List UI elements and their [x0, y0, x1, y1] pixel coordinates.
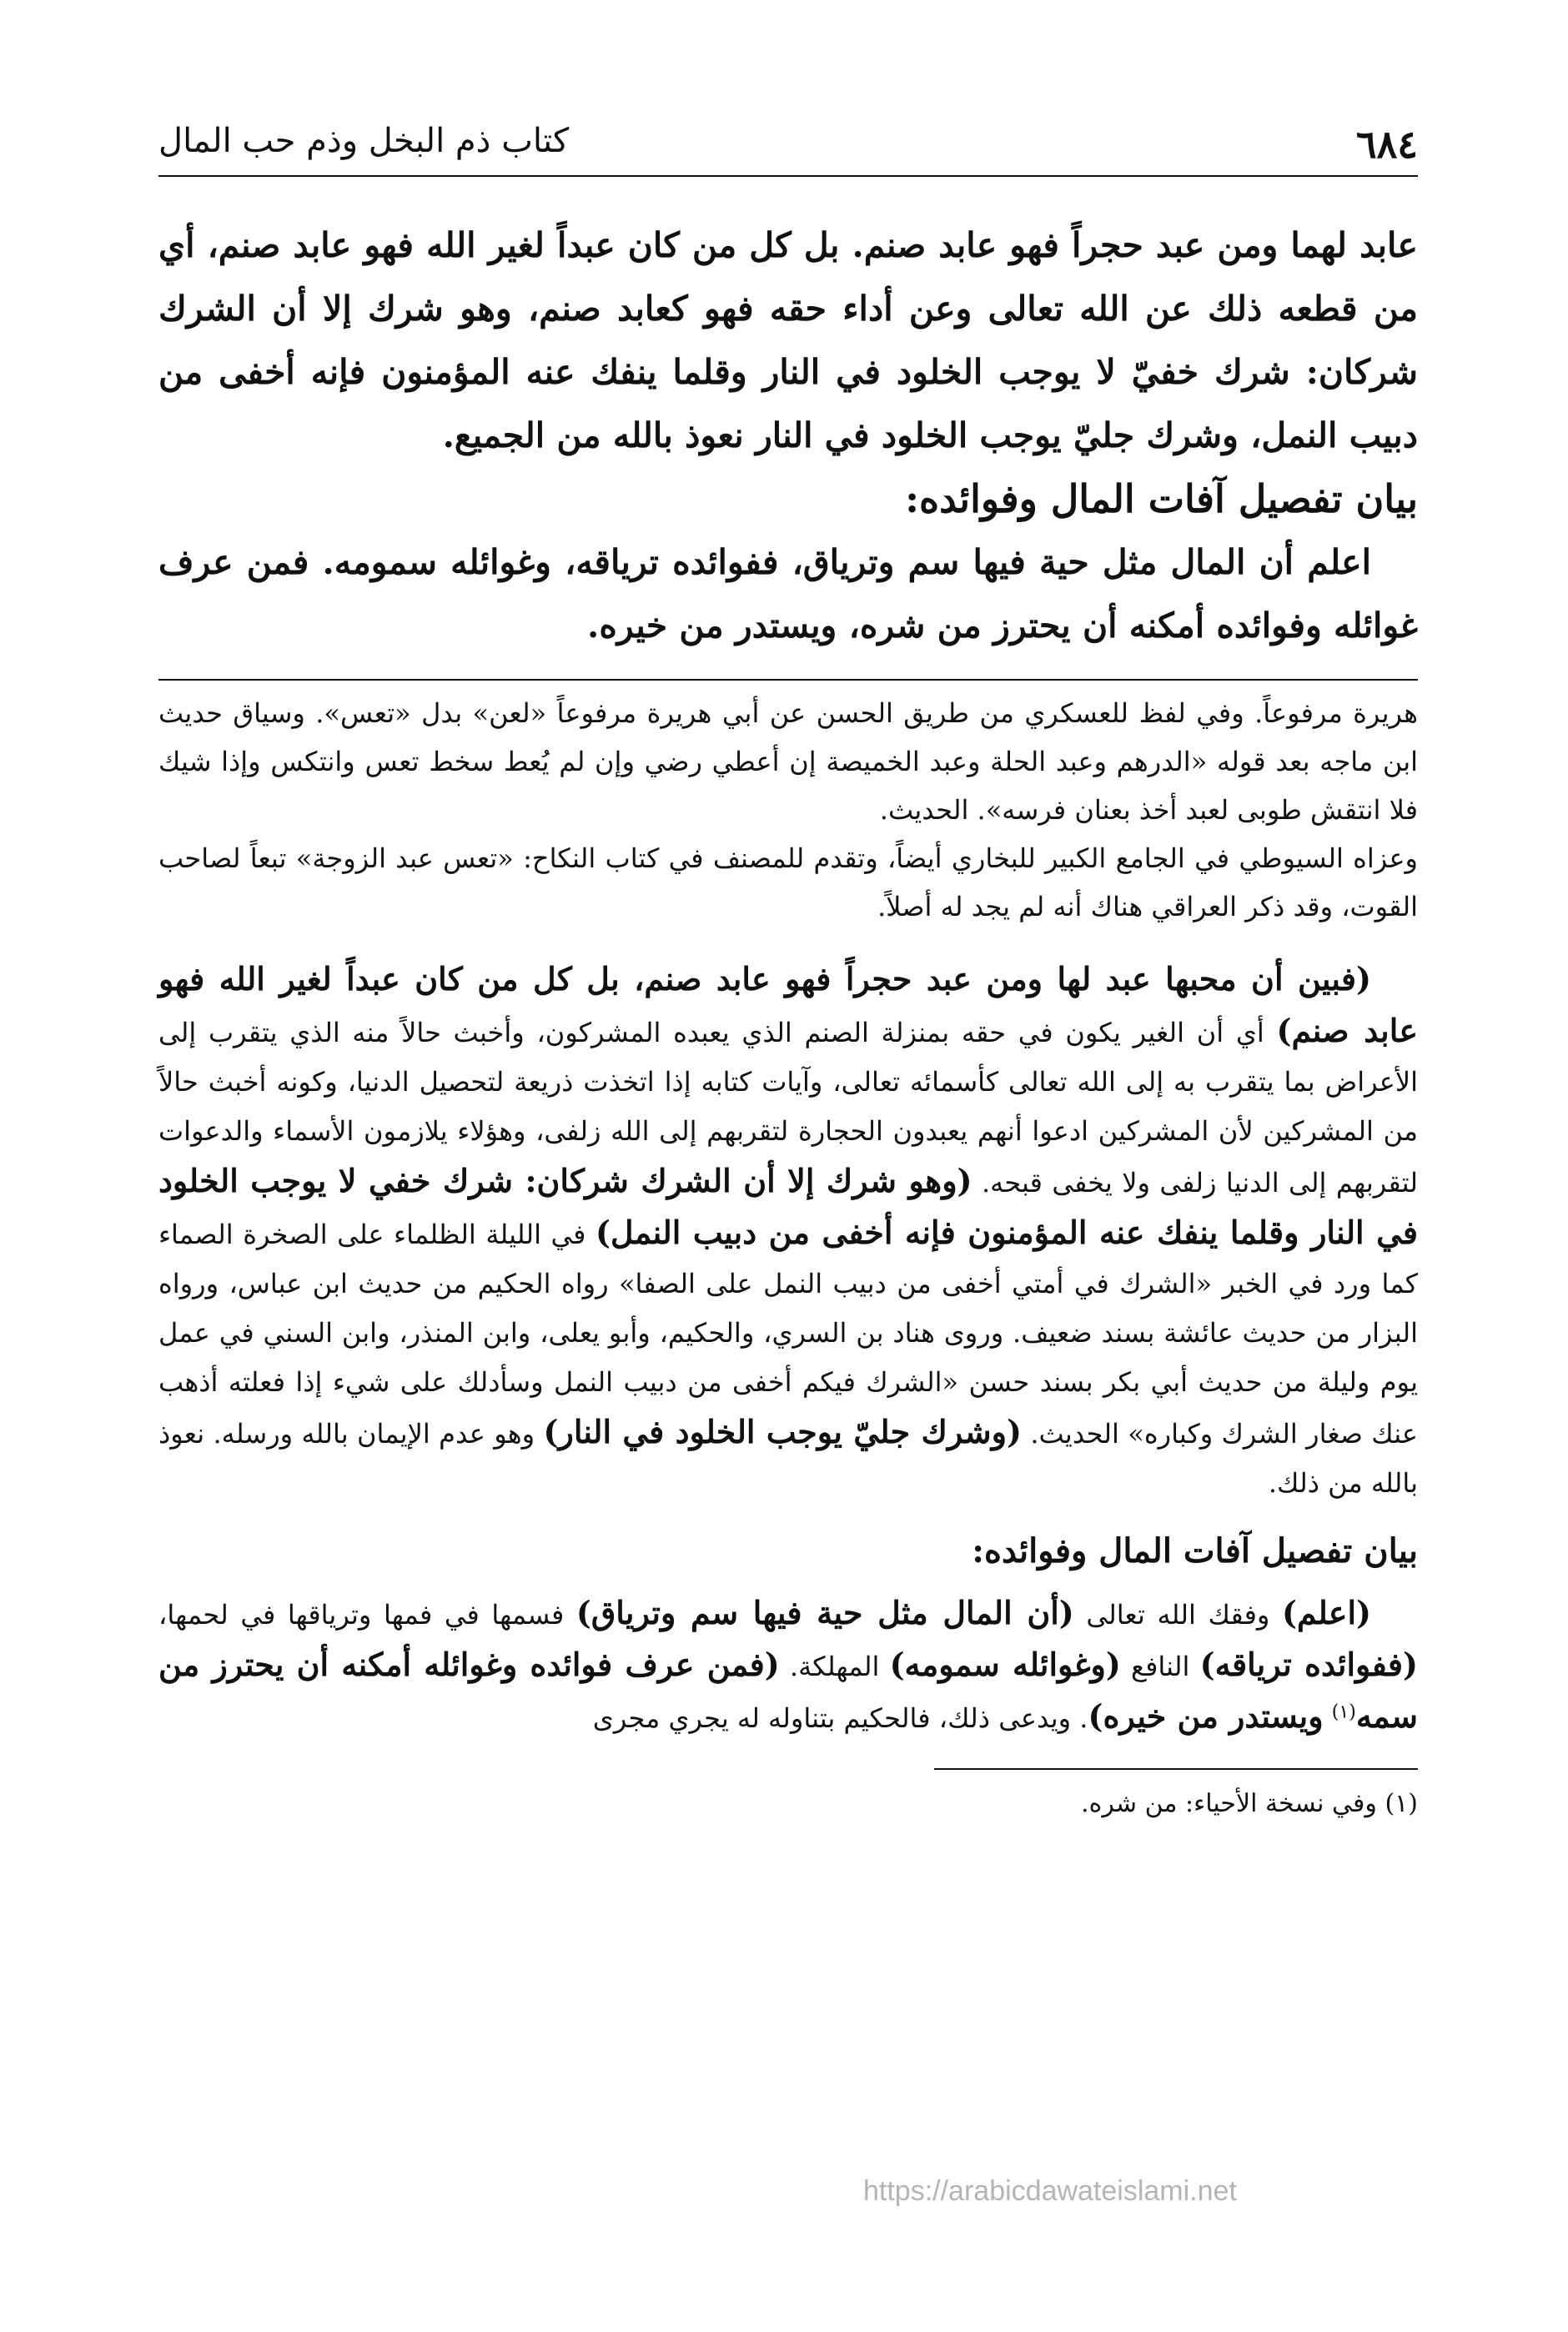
commentary-paragraph — [158, 954, 1418, 1508]
footnote-rule — [934, 1768, 1418, 1770]
commentary-text: فسمها في فمها وترياقها في لحمها، — [158, 1599, 565, 1631]
quoted-text: (فبين أن محبها عبد لها ومن عبد حجراً فهو عابد صنم، بل كل من كان عبداً لغير الله فهو عابد صنم) — [158, 960, 1418, 1049]
footnote-number: (١) — [1385, 1789, 1418, 1818]
separator-line — [158, 679, 1418, 681]
footnote-text: وفي نسخة الأحياء: من شره. — [1081, 1789, 1377, 1818]
page-header — [158, 117, 1418, 177]
main-paragraph: عابد لهما ومن عبد حجراً فهو عابد صنم. بل كل من كان عبداً لغير الله فهو عابد صنم، أي من قطعه ذلك عن الله تعالى وعن أداء حقه فهو كعابد صنم، وهو شرك إلا أن الشرك شركان: شرك خفيّ لا يوجب الخلود في النار وقلما ينفك عنه المؤمنون فإنه أخفى من دبيب النمل، وشرك جليّ يوجب الخلود في النار نعوذ بالله من الجميع. — [158, 225, 1418, 455]
commentary — [158, 954, 1418, 1743]
top-footnote — [158, 689, 1418, 931]
footnote-text: وعزاه السيوطي في الجامع الكبير للبخاري أيضاً، وتقدم للمصنف في كتاب النكاح: «تعس عبد الزوجة» تبعاً لصاحب القوت، وقد ذكر العراقي هناك أنه لم يجد له أصلاً. — [158, 842, 1418, 922]
section-heading: بيان تفصيل آفات المال وفوائده: — [905, 476, 1418, 521]
commentary-text: وفقك الله تعالى — [1086, 1599, 1270, 1631]
quoted-text: ويستدر من خيره) — [1088, 1697, 1324, 1735]
bottom-footnote — [158, 1782, 1418, 1827]
footnote-text: هريرة مرفوعاً. وفي لفظ للعسكري من طريق الحسن عن أبي هريرة مرفوعاً «لعن» بدل «تعس». وسياق حديث ابن ماجه بعد قوله «الدرهم وعبد الحلة وعبد الخميصة إن أعطي رضي وإن لم يُعط سخط تعس وانتكس وإذا شيك فلا انتقش طوبى لعبد أخذ بعنان فرسه». الحديث. — [158, 697, 1419, 826]
commentary-text: أي أن الغير يكون في حقه بمنزلة الصنم الذي يعبده المشركون، وأخبث حالاً منه الذي يتقرب إلى الأعراض بما يتقرب به إلى الله تعالى كأسمائه تعالى، وآيات كتابه إذا اتخذت ذريعة لتحصيل الدنيا، وكونه أخبث حالاً من المشركين لأن المشركين ادعوا أنهم يعبدون الحجارة لتقربهم إلى الله زلفى، وهؤلاء يلازمون الأسماء والدعوات لتقربهم إلى الدنيا زلفى ولا يخفى قبحه. — [158, 1017, 1419, 1199]
book-page — [158, 117, 1418, 2252]
footnote-marker: (١) — [1331, 1701, 1356, 1723]
quoted-text: (اعلم) — [1281, 1594, 1372, 1631]
commentary-text: المهلكة. — [789, 1651, 880, 1682]
quoted-text: (وغوائله سمومه) — [889, 1646, 1121, 1683]
quoted-text: (وهو شرك إلا أن الشرك شركان: شرك خفي لا يوجب الخلود في النار وقلما ينفك عنه المؤمنون فإنه أخفى من دبيب النمل) — [158, 1162, 1419, 1251]
commentary-text: وهو عدم الإيمان بالله ورسله. نعوذ بالله من ذلك. — [158, 1418, 1418, 1499]
commentary-text: في الليلة الظلماء على الصخرة الصماء كما ورد في الخبر «الشرك في أمتي أخفى من دبيب النمل على الصفا» رواه الحكيم من حديث ابن عباس، ورواه البزار من حديث عائشة بسند ضعيف. وروى هناد بن السري، والحكيم، وأبو يعلى، وابن المنذر، وابن السني في عمل يوم وليلة من حديث أبي بكر بسند حسن «الشرك فيكم أخفى من دبيب النمل وسأدلك على شيء إذا فعلته أذهب عنك صغار الشرك وكباره» الحديث. — [158, 1219, 1419, 1450]
quoted-text: (ففوائده ترياقه) — [1199, 1646, 1419, 1683]
commentary-text: . ويدعى ذلك، فالحكيم بتناوله له يجري مجرى — [592, 1702, 1088, 1734]
running-title: كتاب ذم البخل وذم حب المال — [158, 122, 570, 160]
quoted-text: (أن المال مثل حية فيها سم وترياق) — [575, 1594, 1074, 1631]
quoted-text: (فمن عرف فوائده وغوائله أمكنه أن يحترز من سمه — [158, 1646, 1418, 1735]
watermark-url: https://arabicdawateislami.net — [863, 2175, 1237, 2207]
commentary-heading: بيان تفصيل آفات المال وفوائده: — [972, 1531, 1418, 1571]
commentary-text: النافع — [1131, 1651, 1190, 1682]
main-text — [158, 214, 1418, 657]
page-number: ٦٨٤ — [1355, 122, 1418, 167]
commentary-paragraph — [158, 1588, 1418, 1743]
quoted-text: (وشرك جليّ يوجب الخلود في النار) — [543, 1413, 1022, 1450]
main-paragraph: اعلم أن المال مثل حية فيها سم وترياق، ففوائده ترياقه، وغوائله سمومه. فمن عرف غوائله وفوائده أمكنه أن يحترز من شره، ويستدر من خيره. — [158, 542, 1418, 646]
